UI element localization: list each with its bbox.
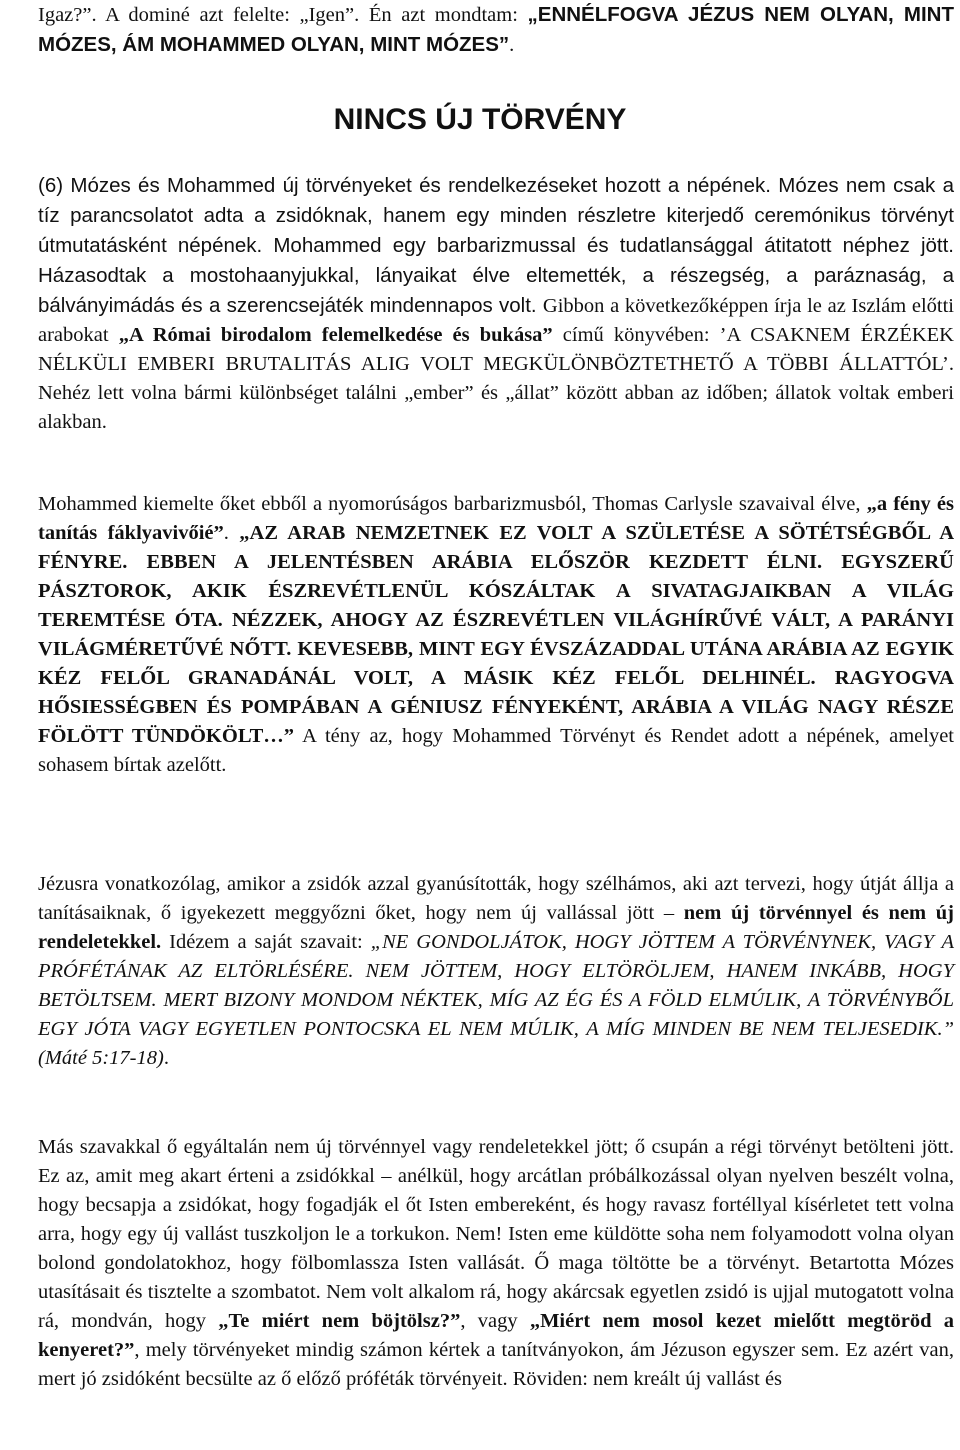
matthew-quote: „NE GONDOLJÁTOK, HOGY JÖTTEM A TÖRVÉNYNEK, VAGY A PRÓFÉTÁNAK AZ ELTÖRLÉSÉRE. NEM JÖTTEM, HOGY ELTÖRÖLJEM, HANEM INKÁBB, HOGY BETÖLTSEM. MERT BIZONY MONDOM NÉKTEK, MÍG AZ ÉG ÉS A FÖLD ELMÚLIK, A TÖRVÉNYBŐL EGY JÓTA VAGY EGYETLEN PONTOCSKA EL NEM MÚLIK, A MÍG MINDEN BE NEM TELJESEDIK.” (Máté 5:17-18) [38, 931, 954, 1069]
intro-text: Igaz?”. A dominé azt felelte: „Igen”. Én azt mondtam: [38, 4, 528, 26]
paragraph-2-text-end: A tény az, hogy Mohammed Törvényt és Rendet adott a népének, amelyet sohasem bírtak azelőtt. [38, 725, 954, 776]
intro-emphasis: „ENNÉLFOGVA JÉZUS NEM OLYAN, MINT MÓZES, ÁM MOHAMMED OLYAN, MINT MÓZES” [38, 3, 955, 56]
paragraph-3-emphasis: nem új törvénnyel és nem új rendeletekkel. [38, 902, 954, 953]
intro-paragraph [38, 0, 954, 60]
paragraph-1-text-end: című könyvében: ’A CSAKNEM ÉRZÉKEK NÉLKÜLI EMBERI BRUTALITÁS ALIG VOLT MEGKÜLÖNBÖZTETHETŐ A TÖBBI ÁLLATTÓL’. Nehéz lett volna bármi különbséget találni „ember” és „állat” között abban az időben; állatok voltak emberi alakban. [38, 324, 954, 433]
paragraph-4 [38, 1133, 954, 1394]
paragraph-2-text: Mohammed kiemelte őket ebből a nyomorúságos barbarizmusból, Thomas Carlysle szavaival élve, [38, 493, 867, 515]
washing-question: „Miért nem mosol kezet mielőtt megtöröd a kenyeret?” [38, 1310, 954, 1361]
fasting-question: „Te miért nem böjtölsz?” [218, 1310, 461, 1332]
paragraph-1 [38, 171, 954, 437]
paragraph-4-connector: , vagy [460, 1310, 530, 1332]
paragraph-3-lead: Idézem a saját szavait: [161, 931, 371, 953]
paragraph-3-text: Jézusra vonatkozólag, amikor a zsidók azzal gyanúsították, hogy szélhámos, aki azt tervezi, hogy útját állja a tanításaiknak, ő igyekezett meggyőzni őket, hogy nem új vallással jött – [38, 873, 954, 924]
paragraph-1-text: Gibbon a következőképpen írja le az Iszlám előtti arabokat [38, 295, 955, 346]
paragraph-2 [38, 490, 954, 780]
carlysle-quote: „a fény és tanítás fáklyavivőié” [38, 493, 954, 544]
arab-nation-quote: „AZ ARAB NEMZETNEK EZ VOLT A SZÜLETÉSE A SÖTÉTSÉGBŐL A FÉNYRE. EBBEN A JELENTÉSBEN ARÁBIA ELŐSZÖR KEZDETT ÉLNI. EGYSZERŰ PÁSZTOROK, AKIK ÉSZREVÉTLENÜL KÓSZÁLTAK A SIVATAGJAIKBAN A VILÁG TEREMTÉSE ÓTA. NÉZZEK, AHOGY AZ ÉSZREVÉTLEN VILÁGHÍRŰVÉ VÁLT, A PARÁNYI VILÁGMÉRETŰVÉ NŐTT. KEVESEBB, MINT EGY ÉVSZÁZADDAL UTÁNA ARÁBIA AZ EGYIK KÉZ FELŐL GRANADÁNÁL VOLT, A MÁSIK KÉZ FELŐL DELHINÉL. RAGYOGVA HŐSIESSÉGBEN ÉS POMPÁBAN A GÉNIUSZ FÉNYEKÉNT, ARÁBIA A VILÁG NAGY RÉSZE FÖLÖTT TÜNDÖKÖLT…” [38, 522, 955, 747]
paragraph-1-sans-text: (6) Mózes és Mohammed új törvényeket és rendelkezéseket hozott a népének. Mózes nem csak a tíz parancsolatot adta a zsidóknak, hanem egy minden részletre kiterjedő ceremónikus törvényt útmutatásként népének. Mohammed egy barbarizmussal és tudatlansággal átitatott néphez jött. Házasodtak a mostohaanyjukkal, lányaikat élve eltemették, a részegség, a paráznaság, a bálványimádás és a szerencsejáték mindennapos volt. [38, 174, 954, 317]
section-heading: NINCS ÚJ TÖRVÉNY [333, 103, 627, 136]
paragraph-3 [38, 870, 954, 1073]
paragraph-2-punct: . [223, 522, 240, 544]
intro-end: . [509, 34, 515, 56]
paragraph-4-text: Más szavakkal ő egyáltalán nem új törvénnyel vagy rendeletekkel jött; ő csupán a régi törvényt betölteni jött. Ez az, amit meg akart érteni a zsidókkal – anélkül, hogy arcátlan próbálkozással olyan nyelven beszélt volna, hogy becsapja a zsidókat, hogy fogadják el őt Isten embereként, és hogy ravasz fortéllyal kísérletet tett volna arra, hogy egy új vallást tuszkoljon le a torkukon. Nem! Isten eme küldötte soha nem folyamodott volna olyan bolond gondolatokhoz, hogy fölbomlassza Isten vallását. Ő maga töltötte be a törvényt. Betartotta Mózes utasításait és tisztelte a szombatot. Nem volt alkalom rá, hogy akárcsak egyetlen zsidó is ujjal mutogatott volna rá, mondván, hogy [38, 1136, 954, 1332]
paragraph-4-text-end: , mely törvényeket mindig számon kértek a tanítványokon, ám Jézuson egyszer sem. Ez azért van, mert jó zsidóként becsülte az ő előző próféták törvényeit. Röviden: nem kreált új vallást és [38, 1339, 954, 1390]
book-title: „A Római birodalom felemelkedése és bukása” [118, 324, 553, 346]
paragraph-3-end: . [163, 1047, 169, 1069]
